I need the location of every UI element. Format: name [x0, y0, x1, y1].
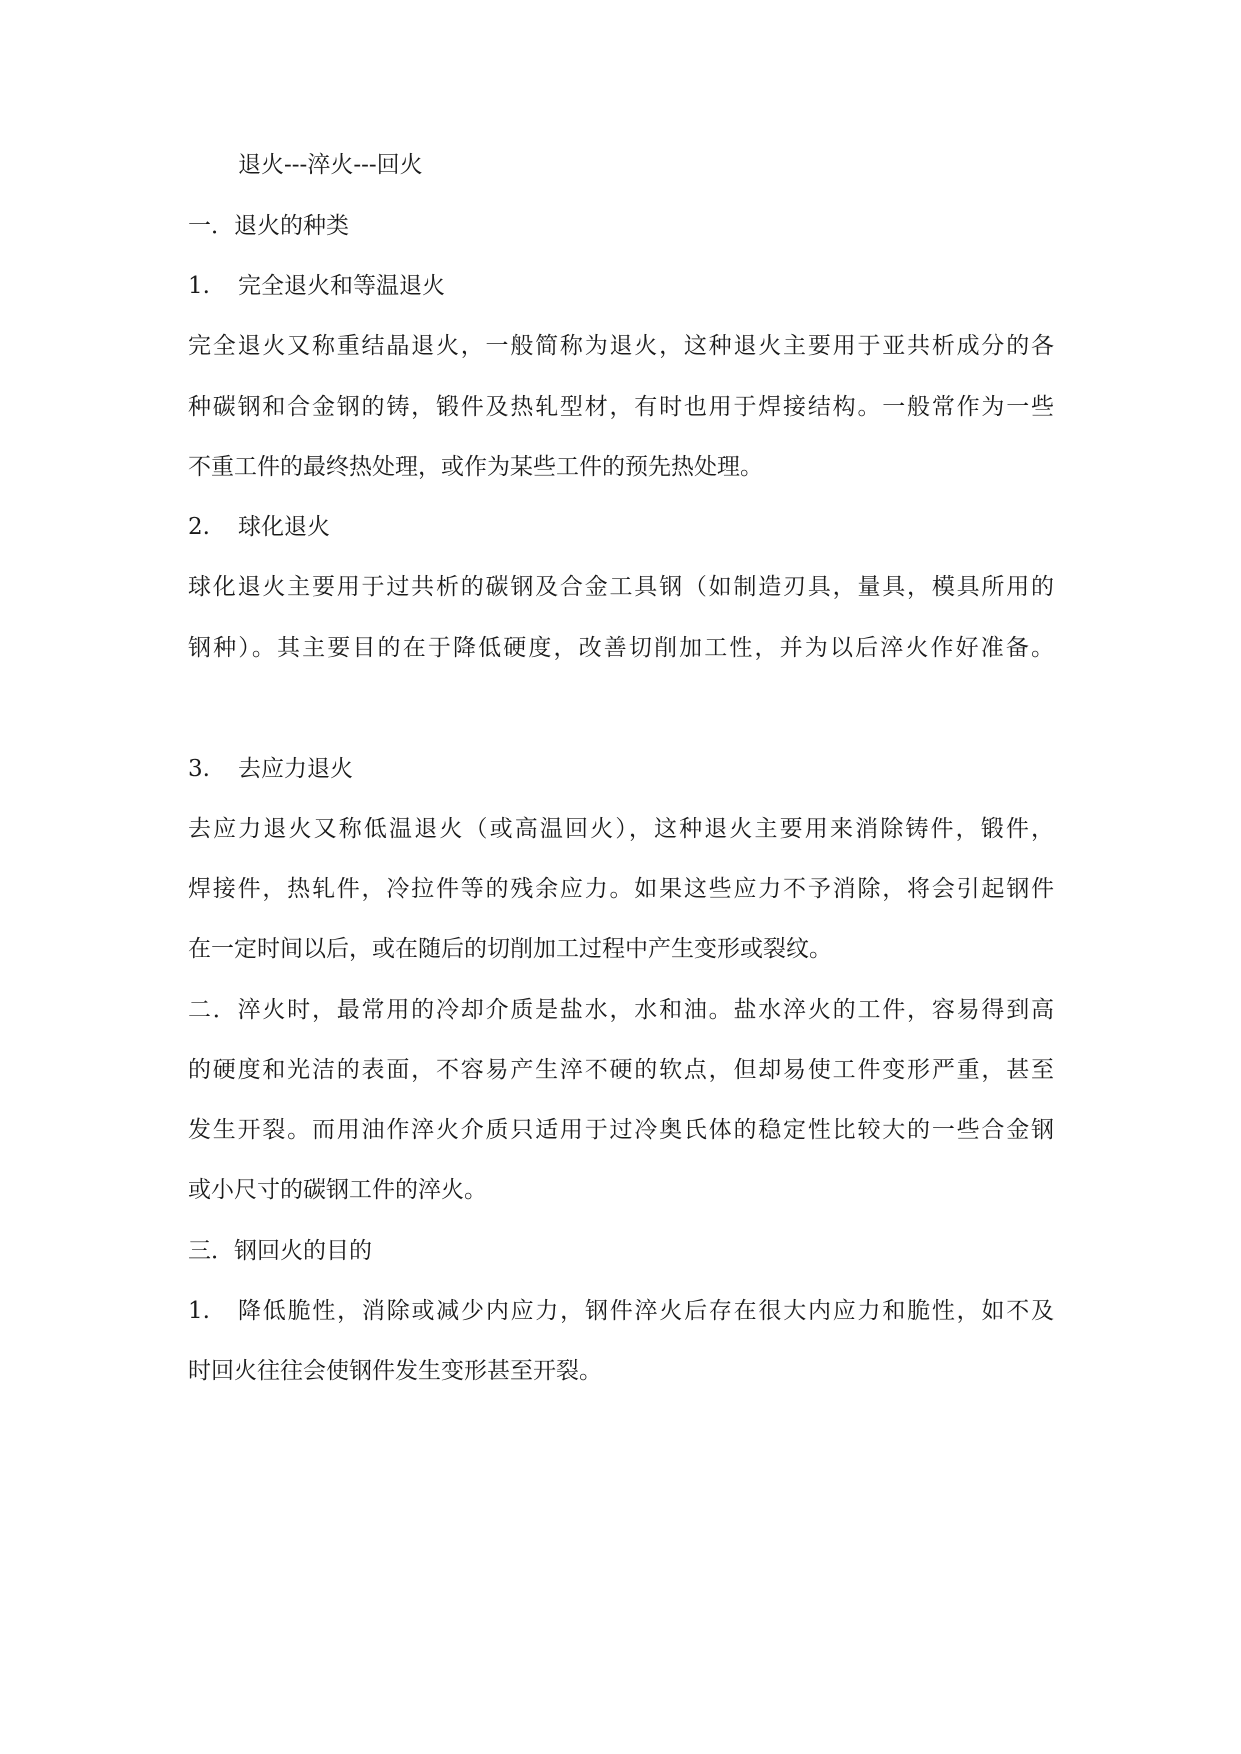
section1-item3-title: 去应力退火 — [238, 756, 353, 782]
document-title-text: 退火---淬火---回火 — [238, 152, 423, 178]
section1-heading: 一．退火的种类 — [188, 213, 349, 239]
section2-line2: 的硬度和光洁的表面，不容易产生淬不硬的软点，但却易使工件变形严重，甚至 — [188, 1057, 1054, 1083]
section1-item3-heading — [188, 752, 1054, 786]
section2-line4: 或小尺寸的碳钢工件的淬火。 — [188, 1177, 487, 1203]
section1-item1-line3: 不重工件的最终热处理，或作为某些工件的预先热处理。 — [188, 454, 763, 480]
section1-item1-title: 完全退火和等温退火 — [238, 273, 445, 299]
section1-item1-number: 1. — [188, 273, 210, 299]
document-title — [188, 148, 1054, 182]
section2-line3: 发生开裂。而用油作淬火介质只适用于过冷奥氏体的稳定性比较大的一些合金钢 — [188, 1117, 1054, 1143]
section3-item1-line2: 时回火往往会使钢件发生变形甚至开裂。 — [188, 1358, 602, 1384]
section1-item3-line1: 去应力退火又称低温退火（或高温回火），这种退火主要用来消除铸件，锻件， — [188, 816, 1054, 842]
section1-item2-title: 球化退火 — [238, 514, 330, 540]
section1-item1-line2: 种碳钢和合金钢的铸，锻件及热轧型材，有时也用于焊接结构。一般常作为一些 — [188, 394, 1054, 420]
section3-item1-number: 1. — [188, 1298, 210, 1324]
section1-item2-number: 2. — [188, 514, 210, 540]
section1-item3-line3: 在一定时间以后，或在随后的切削加工过程中产生变形或裂纹。 — [188, 936, 832, 962]
document-body — [188, 0, 1054, 1754]
section1-item3-number: 3. — [188, 756, 210, 782]
section2-line1: 二．淬火时，最常用的冷却介质是盐水，水和油。盐水淬火的工件，容易得到高 — [188, 997, 1054, 1023]
section1-item1-line1: 完全退火又称重结晶退火，一般简称为退火，这种退火主要用于亚共析成分的各 — [188, 333, 1054, 359]
section3-heading: 三．钢回火的目的 — [188, 1238, 372, 1264]
section1-item2-line2: 钢种）。其主要目的在于降低硬度，改善切削加工性，并为以后淬火作好准备。 — [188, 635, 1054, 661]
section3-item1-text: 降低脆性，消除或减少内应力，钢件淬火后存在很大内应力和脆性，如不及 — [238, 1298, 1054, 1324]
section1-item2-line1: 球化退火主要用于过共析的碳钢及合金工具钢（如制造刃具，量具，模具所用的 — [188, 574, 1054, 600]
section1-item2-heading — [188, 510, 1054, 544]
section1-item1-heading — [188, 269, 1054, 303]
section1-item3-line2: 焊接件，热轧件，冷拉件等的残余应力。如果这些应力不予消除，将会引起钢件 — [188, 876, 1054, 902]
section3-item1-line1 — [188, 1294, 1054, 1328]
